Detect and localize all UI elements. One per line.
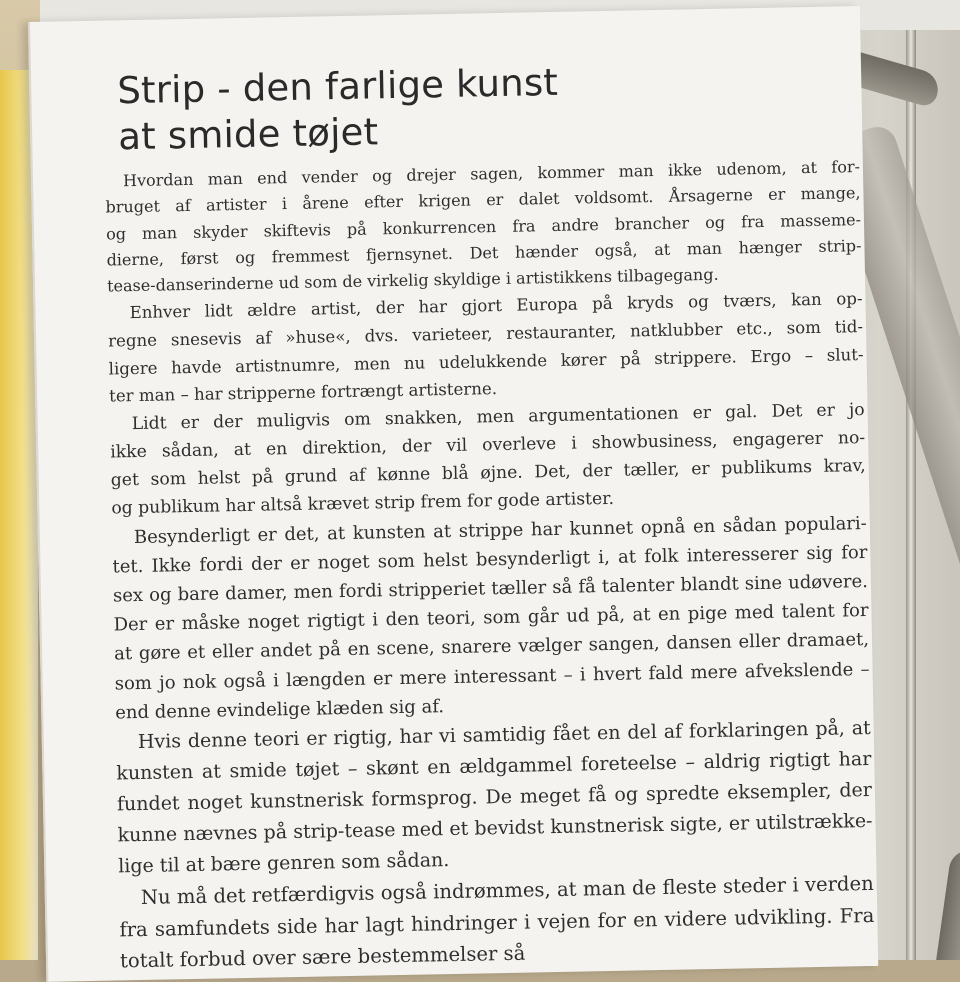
- text-line: get som helst på grund af kønne blå øjne. Det, der tæller, er publikums krav,: [110, 456, 866, 491]
- text-line: ikke sådan, at en direktion, der vil overleve i showbusiness, engagerer no-: [110, 428, 866, 463]
- text-line: lige til at bære genren som sådan.: [118, 849, 450, 878]
- text-line: ter man – har stripperne fortrængt artisterne.: [109, 379, 498, 406]
- text-line: regne snesevis af »huse«, dvs. varieteer, restauranter, natklubber etc., som tid-: [107, 317, 864, 351]
- text-line: og publikum har altså krævet strip frem for gode artister.: [111, 489, 615, 519]
- photo-pole: [906, 30, 916, 960]
- text-line: Lidt er der muligvis om snakken, men argumentationen er gal. Det er jo: [131, 399, 865, 434]
- title-line-1: Strip - den farlige kunst: [116, 60, 559, 113]
- paragraph-6: [119, 868, 876, 977]
- text-line: fra samfundets side har lagt hindringer i vejen for en videre udvikling. Fra: [119, 903, 875, 942]
- text-line: og man skyder skiftevis på konkurrencen fra andre brancher og fra masseme-: [105, 209, 862, 244]
- text-line: kunne nævnes på strip-tease med et bevidst kunstnerisk sigte, er utilstrække-: [117, 810, 873, 847]
- article-body: [105, 154, 875, 977]
- paragraph-5: [116, 713, 874, 882]
- text-line: at gøre et eller andet på en scene, snarere vælger sangen, dansen eller dramaet,: [113, 629, 870, 665]
- text-line: Besynderligt er det, at kunsten at strippe har kunnet opnå en sådan populari-: [133, 512, 867, 548]
- text-line: Enhver lidt ældre artist, der har gjort Europa på kryds og tværs, kan op-: [129, 289, 863, 323]
- text-line: Hvordan man end vender og drejer sagen, kommer man ikke udenom, at for-: [122, 157, 861, 191]
- book-page: [28, 6, 878, 982]
- paragraph-3: [109, 396, 866, 523]
- text-line: end denne evindelige klæden sig af.: [115, 696, 445, 724]
- text-line: Nu må det retfærdigvis også indrømmes, at man de fleste steder i verden: [140, 872, 874, 910]
- text-line: Hvis denne teori er rigtig, har vi samtidig fået en del af forklaringen på, at: [137, 717, 871, 754]
- paragraph-1: [105, 154, 862, 300]
- text-line: ligere havde artistnumre, men nu udelukkende kører på strippere. Ergo – slut-: [108, 344, 864, 379]
- text-line: Der er måske noget rigtigt i den teori, som går ud på, at en pige med talent for: [113, 600, 869, 636]
- page-title: [117, 60, 559, 160]
- text-line: som jo nok også i længden er mere interessant – i hvert fald mere afvekslende –: [114, 658, 870, 695]
- text-line: totalt forbud over sære bestemmelser så: [119, 941, 526, 973]
- paragraph-4: [112, 509, 871, 728]
- text-line: dierne, først og fremmest fjernsynet. Det hænder også, at man hænger strip-: [106, 235, 862, 270]
- text-line: tease-danserinderne ud som de virkelig skyldige i artistikkens tilbagegang.: [106, 264, 719, 296]
- title-line-2: at smide tøjet: [117, 110, 379, 159]
- text-line: sex og bare damer, men fordi stripperiet tæller så få talenter blandt sine udøvere.: [112, 571, 869, 607]
- text-line: bruget af artister i årene efter krigen er dalet voldsomt. Årsagerne er mange,: [105, 183, 861, 217]
- text-line: fundet noget kunstnerisk formsprog. De meget få og spredte eksempler, der: [116, 779, 873, 816]
- text-line: tet. Ikke fordi der er noget som helst besynderligt i, at folk interesserer sig for: [112, 541, 868, 578]
- photo-leg: [932, 848, 960, 960]
- paragraph-2: [107, 286, 864, 411]
- text-line: kunsten at smide tøjet – skønt en ældgammel foreteelse – aldrig rigtigt har: [116, 748, 872, 785]
